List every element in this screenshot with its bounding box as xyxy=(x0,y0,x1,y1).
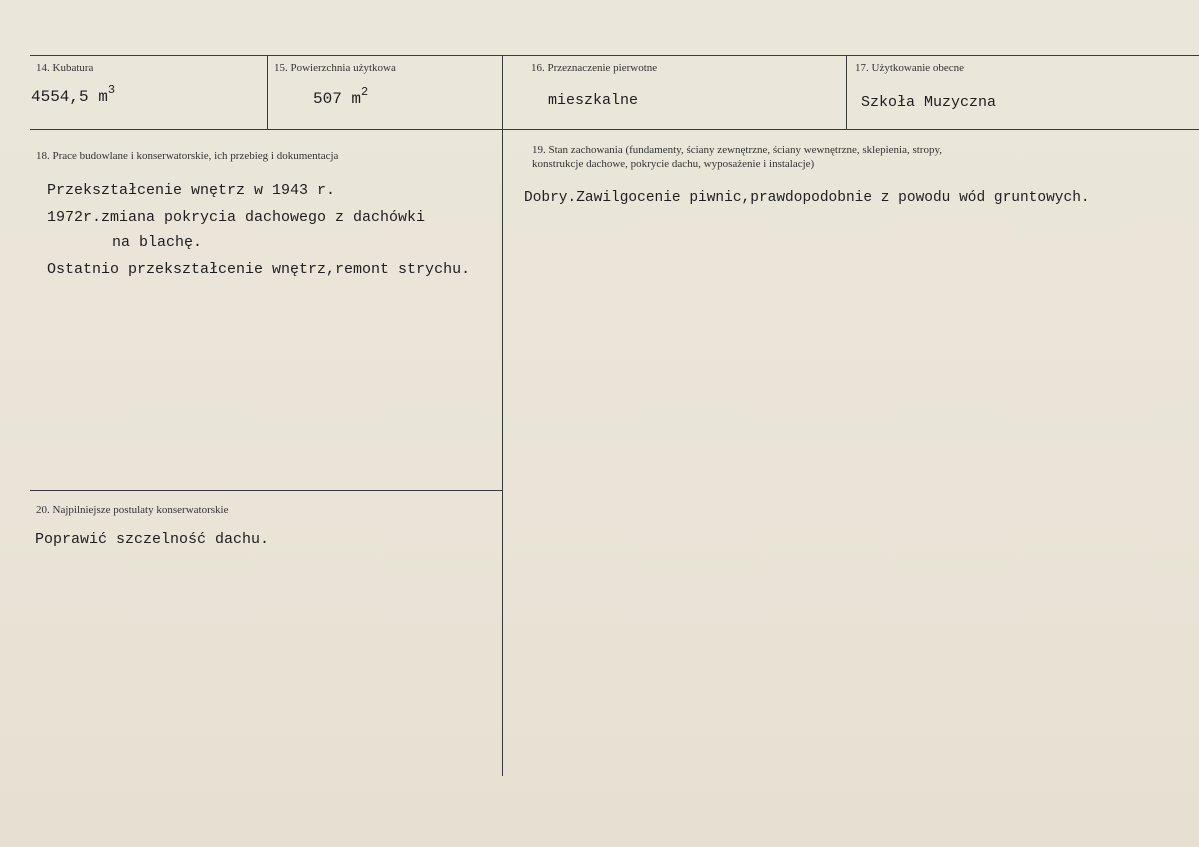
prace-label: 18. Prace budowlane i konserwatorskie, ich przebieg i dokumentacja xyxy=(36,150,339,162)
divider-16-17 xyxy=(846,56,847,129)
kubatura-label: 14. Kubatura xyxy=(36,62,94,74)
kubatura-unit-exponent: 3 xyxy=(107,83,116,97)
row1-bottom-rule xyxy=(30,129,1199,130)
postulaty-value: Poprawić szczelność dachu. xyxy=(35,531,270,548)
stan-value: Dobry.Zawilgocenie piwnic,prawdopodobnie z powodu wód gruntowych. xyxy=(524,190,1090,206)
divider-14-15 xyxy=(267,56,268,129)
top-rule xyxy=(30,55,1199,56)
powierzchnia-number: 507 m xyxy=(313,90,362,108)
stan-label-line-1: 19. Stan zachowania (fundamenty, ściany zewnętrzne, ściany wewnętrzne, sklepienia, stropy, xyxy=(532,144,943,156)
kubatura-number: 4554,5 m xyxy=(31,88,108,106)
powierzchnia-value xyxy=(313,85,369,109)
postulaty-label: 20. Najpilniejsze postulaty konserwatorskie xyxy=(36,504,229,516)
prace-line-2: 1972r.zmiana pokrycia dachowego z dachówki xyxy=(47,209,426,226)
uzytkowanie-label: 17. Użytkowanie obecne xyxy=(855,62,965,74)
przeznaczenie-label: 16. Przeznaczenie pierwotne xyxy=(531,62,658,74)
przeznaczenie-value: mieszkalne xyxy=(548,92,639,109)
stan-label-line-2: konstrukcje dachowe, pokrycie dachu, wyposażenie i instalacje) xyxy=(532,158,815,170)
prace-line-1: Przekształcenie wnętrz w 1943 r. xyxy=(47,182,336,199)
divider-main xyxy=(502,56,503,776)
powierzchnia-unit-exponent: 2 xyxy=(361,85,369,99)
kubatura-value xyxy=(31,83,116,107)
uzytkowanie-value: Szkoła Muzyczna xyxy=(861,94,997,111)
prace-line-3: na blachę. xyxy=(112,234,203,251)
prace-line-4: Ostatnio przekształcenie wnętrz,remont strychu. xyxy=(47,261,471,278)
section18-bottom-rule xyxy=(30,490,502,491)
powierzchnia-label: 15. Powierzchnia użytkowa xyxy=(274,62,396,74)
